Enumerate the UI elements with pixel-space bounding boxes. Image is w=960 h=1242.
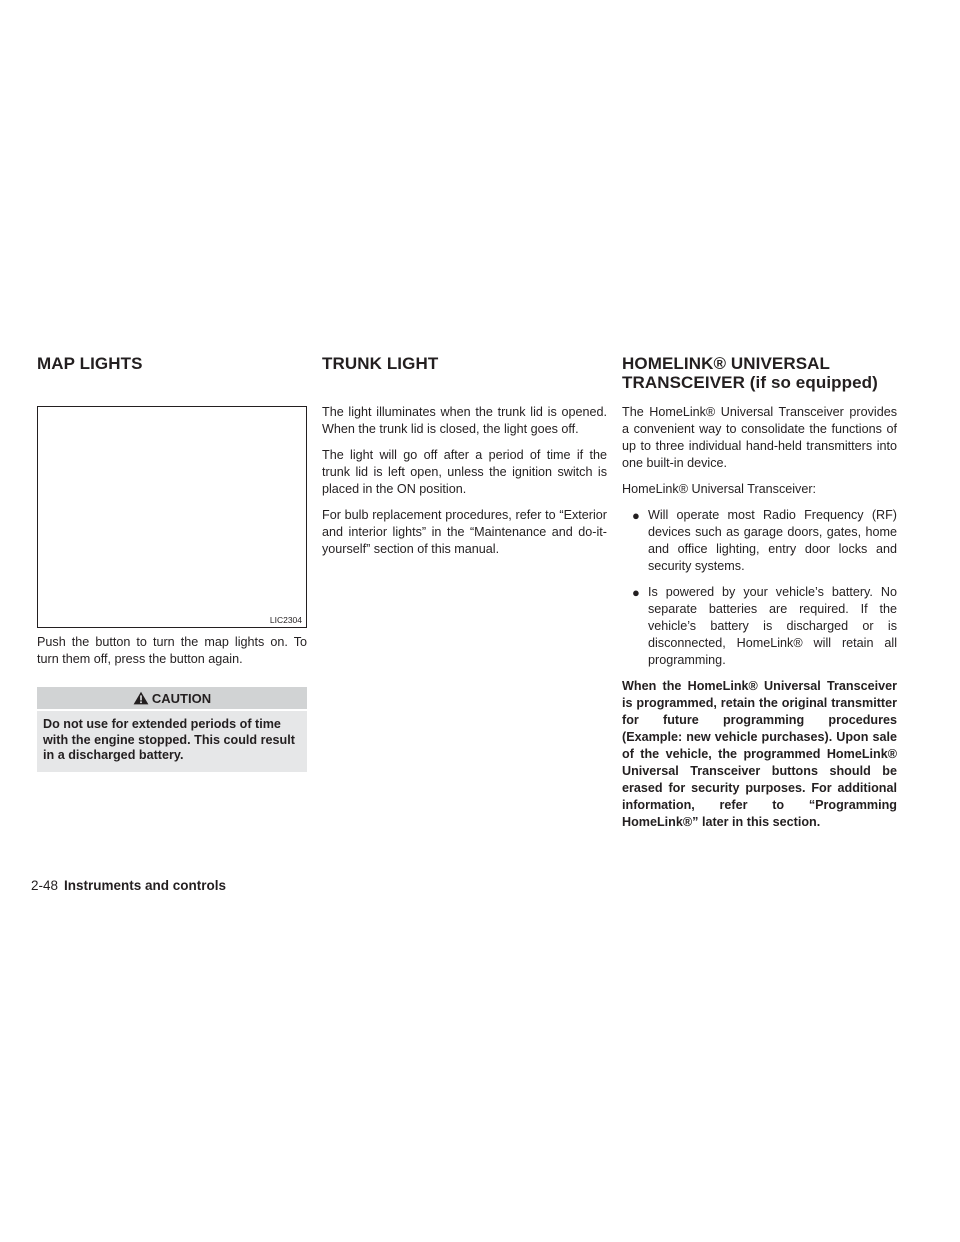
homelink-bullet-list: [622, 507, 897, 669]
section-title: Instruments and controls: [64, 878, 227, 893]
figure-label: LIC2304: [269, 615, 302, 625]
heading-trunk-light: TRUNK LIGHT: [322, 354, 439, 373]
bullet-icon: ●: [632, 585, 640, 600]
map-lights-text: [37, 634, 307, 677]
caution-title: CAUTION: [151, 690, 212, 706]
homelink-para-1: The HomeLink® Universal Transceiver provides a convenient way to consolidate the functions of up to three individual hand-held transmitters into one built-in device.: [622, 405, 897, 470]
heading-homelink-line2: TRANSCEIVER (if so equipped): [622, 373, 878, 392]
trunk-light-text: [322, 404, 607, 567]
caution-header: [37, 687, 307, 709]
warning-icon: [133, 691, 149, 705]
map-lights-figure: [37, 406, 307, 628]
homelink-para-2: HomeLink® Universal Transceiver:: [622, 482, 817, 496]
heading-homelink: [622, 354, 878, 392]
list-item: ● Will operate most Radio Frequency (RF) devices such as garage doors, gates, home and office lighting, entry door locks and security systems.: [632, 508, 897, 573]
homelink-bold-para: When the HomeLink® Universal Transceiver is programmed, retain the original transmitter for future programming procedures (Example: new vehicle purchases). Upon sale of the vehicle, the programmed HomeLink® Universal Transceiver buttons should be erased for security purposes. For additional information, refer to “Programming HomeLink®” later in this section.: [622, 679, 897, 829]
map-lights-para: Push the button to turn the map lights on. To turn them off, press the button again.: [37, 635, 307, 666]
homelink-text: [622, 404, 897, 840]
page-footer: [31, 877, 226, 895]
heading-homelink-line1: HOMELINK® UNIVERSAL: [622, 354, 831, 373]
caution-box: [37, 687, 307, 772]
trunk-para-1: The light illuminates when the trunk lid is opened. When the trunk lid is closed, the light goes off.: [322, 405, 607, 436]
list-item: ● Is powered by your vehicle’s battery. No separate batteries are required. If the vehicle’s battery is discharged or is disconnected, HomeLink® will retain all programming.: [632, 585, 897, 667]
caution-text: Do not use for extended periods of time with the engine stopped. This could result in a discharged battery.: [37, 711, 307, 772]
trunk-para-2: The light will go off after a period of time if the trunk lid is left open, unless the ignition switch is placed in the ON position.: [322, 448, 607, 496]
trunk-para-3: For bulb replacement procedures, refer to “Exterior and interior lights” in the “Maintenance and do-it-yourself” section of this manual.: [322, 508, 607, 556]
heading-map-lights: MAP LIGHTS: [37, 354, 143, 373]
bullet-icon: ●: [632, 508, 640, 523]
page-number: 2-48: [31, 878, 59, 893]
